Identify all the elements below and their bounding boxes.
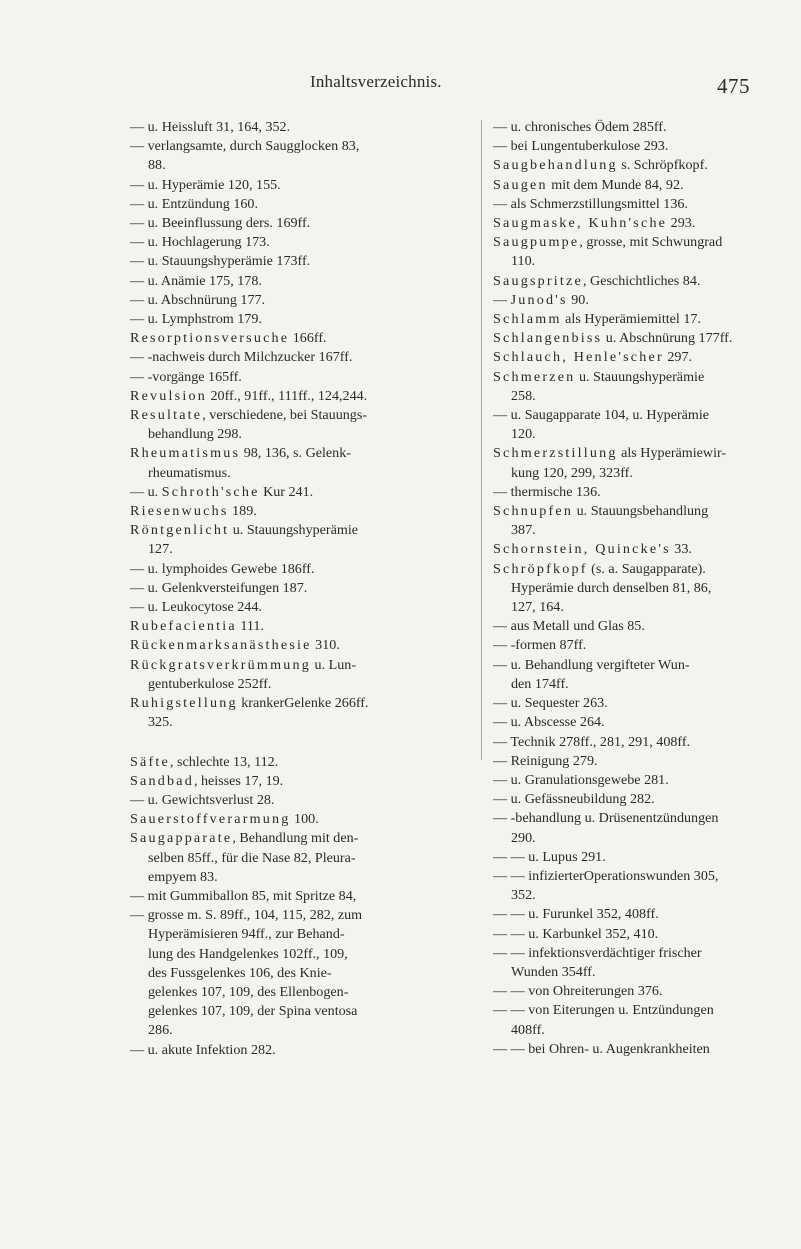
index-entry: [493, 348, 793, 367]
index-text: — -nachweis durch Milchzucker 167ff.: [130, 349, 353, 366]
index-text: — verlangsamte, durch Saugglocken 83,: [130, 138, 360, 155]
index-entry: [130, 810, 430, 829]
index-text: — — von Eiterungen u. Entzündungen: [493, 1002, 714, 1019]
index-text: als Hyperämiewir-: [617, 445, 727, 462]
index-entry: [493, 483, 793, 502]
index-entry: [130, 579, 430, 598]
index-text: — — bei Ohren- u. Augenkrankheiten: [493, 1040, 710, 1057]
index-text: 120.: [511, 426, 536, 443]
index-text: 111.: [236, 618, 265, 635]
index-text: — -vorgänge 165ff.: [130, 368, 242, 385]
index-entry-continuation: [148, 983, 430, 1002]
index-entry: [130, 310, 430, 329]
index-text: 98, 136, s. Gelenk-: [240, 445, 351, 462]
index-entry: [493, 944, 793, 963]
column-divider: [481, 120, 482, 760]
index-entry: [130, 753, 430, 772]
index-text: als Hyperämiemittel 17.: [561, 311, 701, 328]
index-text: — — u. Lupus 291.: [493, 848, 606, 865]
index-text: —: [493, 291, 511, 308]
index-text: — — infizierterOperationswunden 305,: [493, 867, 719, 884]
index-text: — — infektionsverdächtiger frischer: [493, 944, 702, 961]
index-entry: [493, 1040, 793, 1059]
index-entry-continuation: [148, 849, 430, 868]
index-text: den 174ff.: [511, 675, 569, 692]
index-headword: Saugbehandlung: [493, 157, 618, 174]
index-text: — mit Gummiballon 85, mit Spritze 84,: [130, 887, 357, 904]
index-headword: Schornstein, Quincke's: [493, 541, 671, 558]
index-text: 310.: [311, 637, 340, 654]
index-entry-continuation: [511, 252, 793, 271]
index-entry: [493, 368, 793, 387]
index-text: — -behandlung u. Drüsenentzündungen: [493, 810, 719, 827]
index-entry-continuation: [148, 464, 430, 483]
index-entry-continuation: [511, 579, 793, 598]
index-entry: [493, 656, 793, 675]
index-headword: Schlangenbiss: [493, 330, 603, 347]
index-text: , Behandlung mit den-: [232, 830, 359, 847]
index-text: Hyperämisieren 94ff., zur Behand-: [148, 926, 345, 943]
index-entry: [493, 233, 793, 252]
index-entry-continuation: [148, 713, 430, 732]
index-entry: [130, 656, 430, 675]
index-entry: [493, 925, 793, 944]
index-text: u. Lun-: [311, 656, 357, 673]
index-text: — u. Sequester 263.: [493, 695, 608, 712]
index-text: empyem 83.: [148, 868, 218, 885]
index-headword: Resorptionsversuche: [130, 330, 290, 347]
index-entry: [130, 887, 430, 906]
index-text: s. Schröpfkopf.: [617, 157, 708, 174]
index-text: 33.: [670, 541, 692, 558]
index-entry: [130, 560, 430, 579]
index-text: 387.: [511, 522, 536, 539]
index-text: gentuberkulose 252ff.: [148, 675, 272, 692]
index-text: — u. Gefässneubildung 282.: [493, 791, 655, 808]
index-headword: Sandbad: [130, 772, 194, 789]
index-headword: Schroth'sche: [161, 483, 260, 500]
index-entry: [130, 791, 430, 810]
index-entry: [130, 233, 430, 252]
index-entry-continuation: [148, 156, 430, 175]
page-header: [0, 70, 801, 104]
index-headword: Säfte: [130, 753, 170, 770]
index-entry: [130, 387, 430, 406]
index-text: u. Stauungshyperämie: [575, 368, 705, 385]
index-text: u. Stauungsbehandlung: [573, 503, 709, 520]
index-entry: [493, 905, 793, 924]
index-entry: [493, 713, 793, 732]
index-entry: [130, 176, 430, 195]
index-text: — — u. Furunkel 352, 408ff.: [493, 906, 659, 923]
index-text: u. Abschnürung 177ff.: [602, 330, 733, 347]
index-entry: [493, 329, 793, 348]
index-entry-continuation: [511, 829, 793, 848]
index-text: — aus Metall und Glas 85.: [493, 618, 645, 635]
index-entry: [130, 617, 430, 636]
index-text: — bei Lungentuberkulose 293.: [493, 138, 669, 155]
index-text: , schlechte 13, 112.: [169, 753, 279, 770]
index-text: 189.: [228, 503, 257, 520]
index-entry: [130, 272, 430, 291]
index-entry-continuation: [511, 464, 793, 483]
index-entry-continuation: [148, 925, 430, 944]
index-entry: [493, 406, 793, 425]
index-headword: Saugmaske, Kuhn'sche: [493, 215, 668, 232]
index-entry-continuation: [511, 387, 793, 406]
index-text: Hyperämie durch denselben 81, 86,: [511, 579, 712, 596]
index-text: des Fussgelenkes 106, des Knie-: [148, 964, 332, 981]
index-text: — — u. Karbunkel 352, 410.: [493, 925, 659, 942]
index-entry-continuation: [148, 1002, 430, 1021]
index-headword: Rückenmarksanästhesie: [130, 637, 312, 654]
index-text: selben 85ff., für die Nase 82, Pleura-: [148, 849, 356, 866]
index-text: — als Schmerzstillungsmittel 136.: [493, 195, 688, 212]
index-entry: [130, 694, 430, 713]
index-entry-continuation: [511, 598, 793, 617]
index-column-left: [130, 118, 430, 1060]
index-entry-continuation: [511, 963, 793, 982]
index-text: — u. Anämie 175, 178.: [130, 272, 262, 289]
index-entry: [130, 329, 430, 348]
index-entry: [130, 502, 430, 521]
index-entry: [493, 291, 793, 310]
index-entry: [493, 617, 793, 636]
index-text: — u. Stauungshyperämie 173ff.: [130, 253, 311, 270]
index-text: — u. chronisches Ödem 285ff.: [493, 119, 667, 135]
index-text: 166ff.: [289, 330, 327, 347]
index-entry: [130, 521, 430, 540]
index-text: lung des Handgelenkes 102ff., 109,: [148, 945, 348, 962]
index-headword: Revulsion: [130, 387, 207, 404]
index-entry: [130, 348, 430, 367]
index-entry: [130, 137, 430, 156]
index-entry: [493, 790, 793, 809]
index-text: — u. Heissluft 31, 164, 352.: [130, 119, 291, 135]
index-text: 408ff.: [511, 1021, 545, 1038]
index-entry: [130, 829, 430, 848]
index-text: — u. Abschnürung 177.: [130, 291, 266, 308]
index-entry-continuation: [511, 886, 793, 905]
index-entry: [130, 444, 430, 463]
index-headword: Saugen: [493, 176, 548, 193]
index-text: — u. Hyperämie 120, 155.: [130, 176, 281, 193]
index-text: — u. Beeinflussung ders. 169ff.: [130, 215, 311, 232]
index-text: — u.: [130, 483, 162, 500]
index-headword: Schlauch, Henle'scher: [493, 349, 664, 366]
index-text: 88.: [148, 157, 166, 174]
index-text: — u. Leukocytose 244.: [130, 599, 262, 616]
index-headword: Schmerzen: [493, 368, 576, 385]
index-text: — u. lymphoides Gewebe 186ff.: [130, 560, 315, 577]
index-column-right: [493, 118, 793, 1059]
index-entry: [493, 502, 793, 521]
index-entry: [130, 772, 430, 791]
index-text: rheumatismus.: [148, 464, 231, 481]
index-entry: [493, 444, 793, 463]
index-entry-continuation: [148, 540, 430, 559]
index-entry-continuation: [511, 521, 793, 540]
index-entry: [493, 195, 793, 214]
index-entry: [130, 406, 430, 425]
index-text: (s. a. Saugapparate).: [587, 560, 706, 577]
index-text: gelenkes 107, 109, der Spina ventosa: [148, 1003, 358, 1020]
index-text: — Technik 278ff., 281, 291, 408ff.: [493, 733, 691, 750]
index-entry: [493, 809, 793, 828]
index-text: 100.: [290, 811, 319, 828]
index-entry-continuation: [148, 945, 430, 964]
index-headword: Riesenwuchs: [130, 503, 229, 520]
index-headword: Röntgenlicht: [130, 522, 230, 539]
index-entry: [130, 1041, 430, 1060]
index-entry: [493, 156, 793, 175]
index-headword: Schröpfkopf: [493, 560, 588, 577]
index-text: , grosse, mit Schwungrad: [579, 234, 723, 251]
index-text: 90.: [567, 291, 589, 308]
index-entry-continuation: [148, 425, 430, 444]
page-title: Inhaltsverzeichnis.: [310, 72, 442, 91]
index-text: — u. Gelenkversteifungen 187.: [130, 579, 308, 596]
index-text: , verschiedene, bei Stauungs-: [202, 407, 368, 424]
index-text: behandlung 298.: [148, 426, 242, 443]
index-headword: Rückgratsverkrümmung: [130, 656, 311, 673]
index-text: — u. Behandlung vergifteter Wun-: [493, 656, 690, 673]
index-entry: [493, 310, 793, 329]
index-entry: [130, 195, 430, 214]
index-text: — thermische 136.: [493, 483, 601, 500]
index-text: 127, 164.: [511, 599, 564, 616]
index-headword: Schmerzstillung: [493, 445, 618, 462]
index-entry: [493, 752, 793, 771]
index-text: , Geschichtliches 84.: [582, 272, 701, 289]
index-entry: [493, 848, 793, 867]
index-text: 20ff., 91ff., 111ff., 124,244.: [206, 387, 368, 404]
index-text: 352.: [511, 887, 536, 904]
index-text: 286.: [148, 1022, 173, 1039]
index-text: , heisses 17, 19.: [193, 772, 284, 789]
index-text: krankerGelenke 266ff.: [237, 695, 369, 712]
index-headword: Sauerstoffverarmung: [130, 811, 291, 828]
index-headword: Rubefacientia: [130, 618, 237, 635]
index-headword: Resultate: [130, 407, 203, 424]
index-entry: [493, 867, 793, 886]
index-entry: [130, 598, 430, 617]
index-text: — u. Saugapparate 104, u. Hyperämie: [493, 407, 710, 424]
index-entry: [493, 137, 793, 156]
index-text: — — von Ohreiterungen 376.: [493, 983, 663, 1000]
index-text: mit dem Munde 84, 92.: [547, 176, 684, 193]
index-entry: [493, 694, 793, 713]
index-text: 297.: [663, 349, 693, 366]
index-headword: Saugapparate: [130, 830, 233, 847]
index-entry-continuation: [148, 868, 430, 887]
index-text: — u. Gewichtsverlust 28.: [130, 791, 275, 808]
index-entry-continuation: [148, 675, 430, 694]
index-text: 293.: [667, 215, 696, 232]
index-text: — u. akute Infektion 282.: [130, 1041, 276, 1058]
index-entry: [493, 636, 793, 655]
index-entry: [493, 540, 793, 559]
index-text: 290.: [511, 829, 536, 846]
index-entry: [130, 906, 430, 925]
index-text: — u. Lymphstrom 179.: [130, 311, 262, 328]
index-text: — -formen 87ff.: [493, 637, 587, 654]
index-entry: [493, 560, 793, 579]
index-text: — u. Granulationsgewebe 281.: [493, 771, 669, 788]
index-entry-continuation: [511, 425, 793, 444]
index-entry: [493, 176, 793, 195]
index-text: kung 120, 299, 323ff.: [511, 464, 633, 481]
index-text: — u. Abscesse 264.: [493, 714, 605, 731]
index-entry: [130, 118, 430, 137]
index-entry: [130, 368, 430, 387]
index-entry-continuation: [148, 1021, 430, 1040]
index-text: Wunden 354ff.: [511, 963, 596, 980]
index-headword: Saugpumpe: [493, 234, 580, 251]
index-text: — u. Entzündung 160.: [130, 195, 259, 212]
index-entry: [493, 733, 793, 752]
index-text: u. Stauungshyperämie: [229, 522, 358, 539]
index-entry: [130, 636, 430, 655]
index-entry: [130, 214, 430, 233]
index-headword: Rheumatismus: [130, 445, 241, 462]
index-text: — u. Hochlagerung 173.: [130, 234, 270, 251]
index-text: 127.: [148, 541, 173, 558]
index-text: — grosse m. S. 89ff., 104, 115, 282, zum: [130, 907, 363, 924]
index-headword: Ruhigstellung: [130, 695, 238, 712]
page-number: 475: [717, 74, 750, 98]
index-text: gelenkes 107, 109, des Ellenbogen-: [148, 983, 349, 1000]
index-entry: [493, 118, 793, 137]
index-entry: [493, 771, 793, 790]
index-headword: Junod's: [510, 291, 568, 308]
index-text: Kur 241.: [259, 483, 314, 500]
index-headword: Schnupfen: [493, 503, 574, 520]
index-headword: Schlamm: [493, 311, 562, 328]
index-entry-continuation: [148, 964, 430, 983]
index-headword: Saugspritze: [493, 272, 583, 289]
index-entry: [493, 1001, 793, 1020]
index-entry: [493, 272, 793, 291]
index-text: — Reinigung 279.: [493, 752, 598, 769]
index-text: 258.: [511, 387, 536, 404]
index-text: 325.: [148, 714, 173, 731]
index-entry: [130, 483, 430, 502]
index-entry: [130, 291, 430, 310]
index-entry-continuation: [511, 675, 793, 694]
index-text: 110.: [511, 253, 536, 270]
section-gap: [130, 733, 430, 753]
index-entry: [493, 214, 793, 233]
index-entry: [130, 252, 430, 271]
index-entry: [493, 982, 793, 1001]
index-entry-continuation: [511, 1021, 793, 1040]
